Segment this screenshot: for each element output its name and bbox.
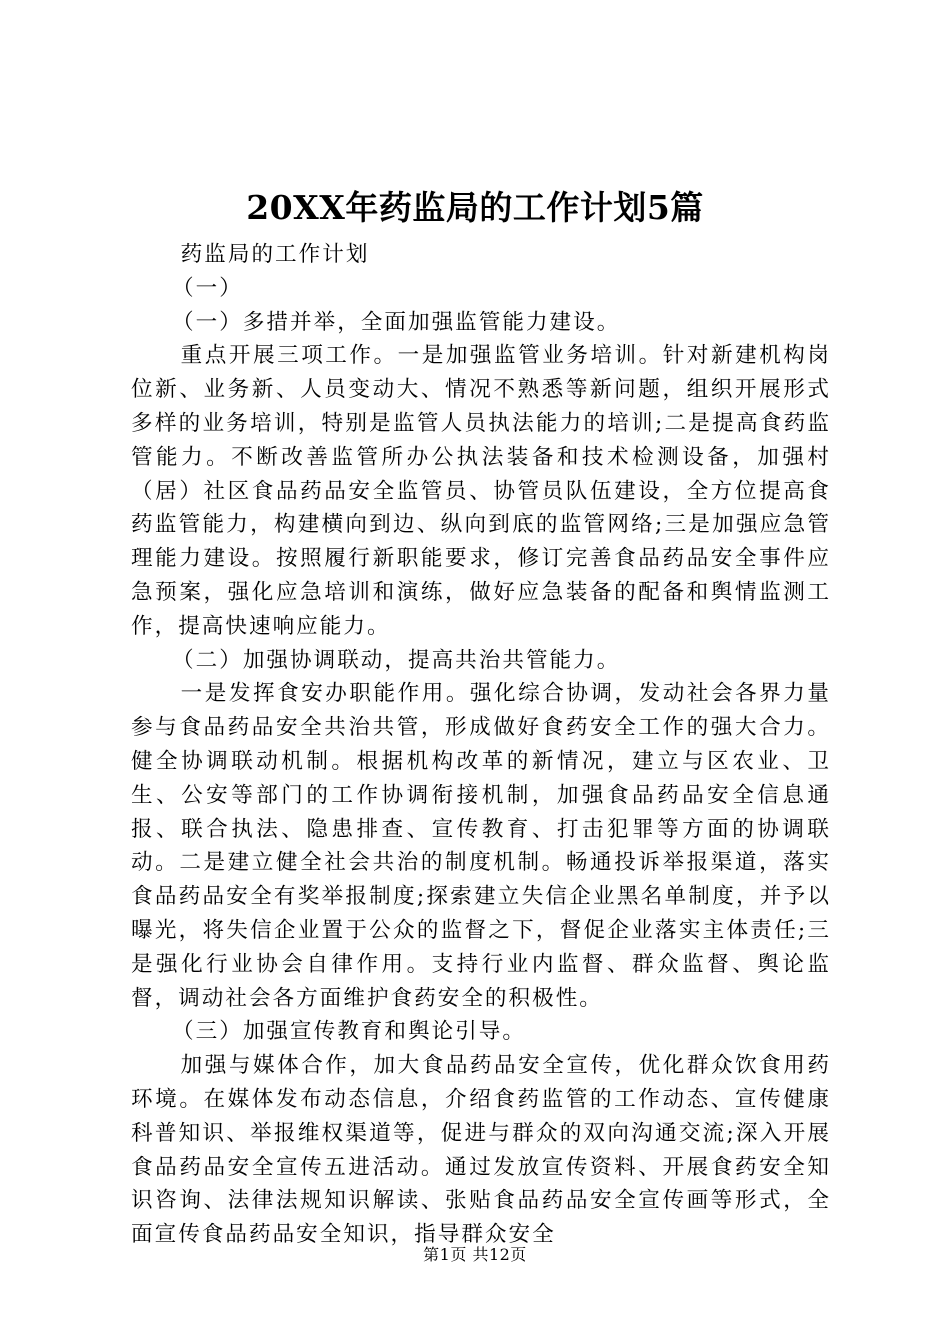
document-title: 20XX年药监局的工作计划5篇 (246, 188, 704, 227)
document-body (131, 238, 831, 1252)
section-heading: 药监局的工作计划 (180, 242, 370, 267)
paragraph-2: 一是发挥食安办职能作用。强化综合协调，发动社会各界力量参与食品药品安全共治共管，形成做好食药安全工作的强大合力。健全协调联动机制。根据机构改革的新情况，建立与区农业、卫生、公安等部门的工作协调衔接机制，加强食品药品安全信息通报、联合执法、隐患排查、宣传教育、打击犯罪等方面的协调联动。二是建立健全社会共治的制度机制。畅通投诉举报渠道，落实食品药品安全有奖举报制度;探索建立失信企业黑名单制度，并予以曝光，将失信企业置于公众的监督之下，督促企业落实主体责任;三是强化行业协会自律作用。支持行业内监督、群众监督、舆论监督，调动社会各方面维护食药安全的积极性。 (131, 681, 831, 1011)
subheading-2: （二）加强协调联动，提高共治共管能力。 (172, 647, 621, 673)
subheading-3: （三）加强宣传教育和舆论引导。 (172, 1019, 526, 1045)
subheading-1: （一）多措并举，全面加强监管能力建设。 (172, 309, 621, 335)
section-number: （一） (172, 275, 243, 301)
page-footer: 第1页 共12页 (423, 1245, 527, 1264)
paragraph-1: 重点开展三项工作。一是加强监管业务培训。针对新建机构岗位新、业务新、人员变动大、情况不熟悉等新问题，组织开展形式多样的业务培训，特别是监管人员执法能力的培训;二是提高食药监管能力。不断改善监管所办公执法装备和技术检测设备，加强村（居）社区食品药品安全监管员、协管员队伍建设，全方位提高食药监管能力，构建横向到边、纵向到底的监管网络;三是加强应急管理能力建设。按照履行新职能要求，修订完善食品药品安全事件应急预案，强化应急培训和演练，做好应急装备的配备和舆情监测工作，提高快速响应能力。 (131, 343, 831, 639)
paragraph-3: 加强与媒体合作，加大食品药品安全宣传，优化群众饮食用药环境。在媒体发布动态信息，介绍食药监管的工作动态、宣传健康科普知识、举报维权渠道等，促进与群众的双向沟通交流;深入开展食品药品安全宣传五进活动。通过发放宣传资料、开展食药安全知识咨询、法律法规知识解读、张贴食品药品安全宣传画等形式，全面宣传食品药品安全知识，指导群众安全 (131, 1053, 831, 1248)
